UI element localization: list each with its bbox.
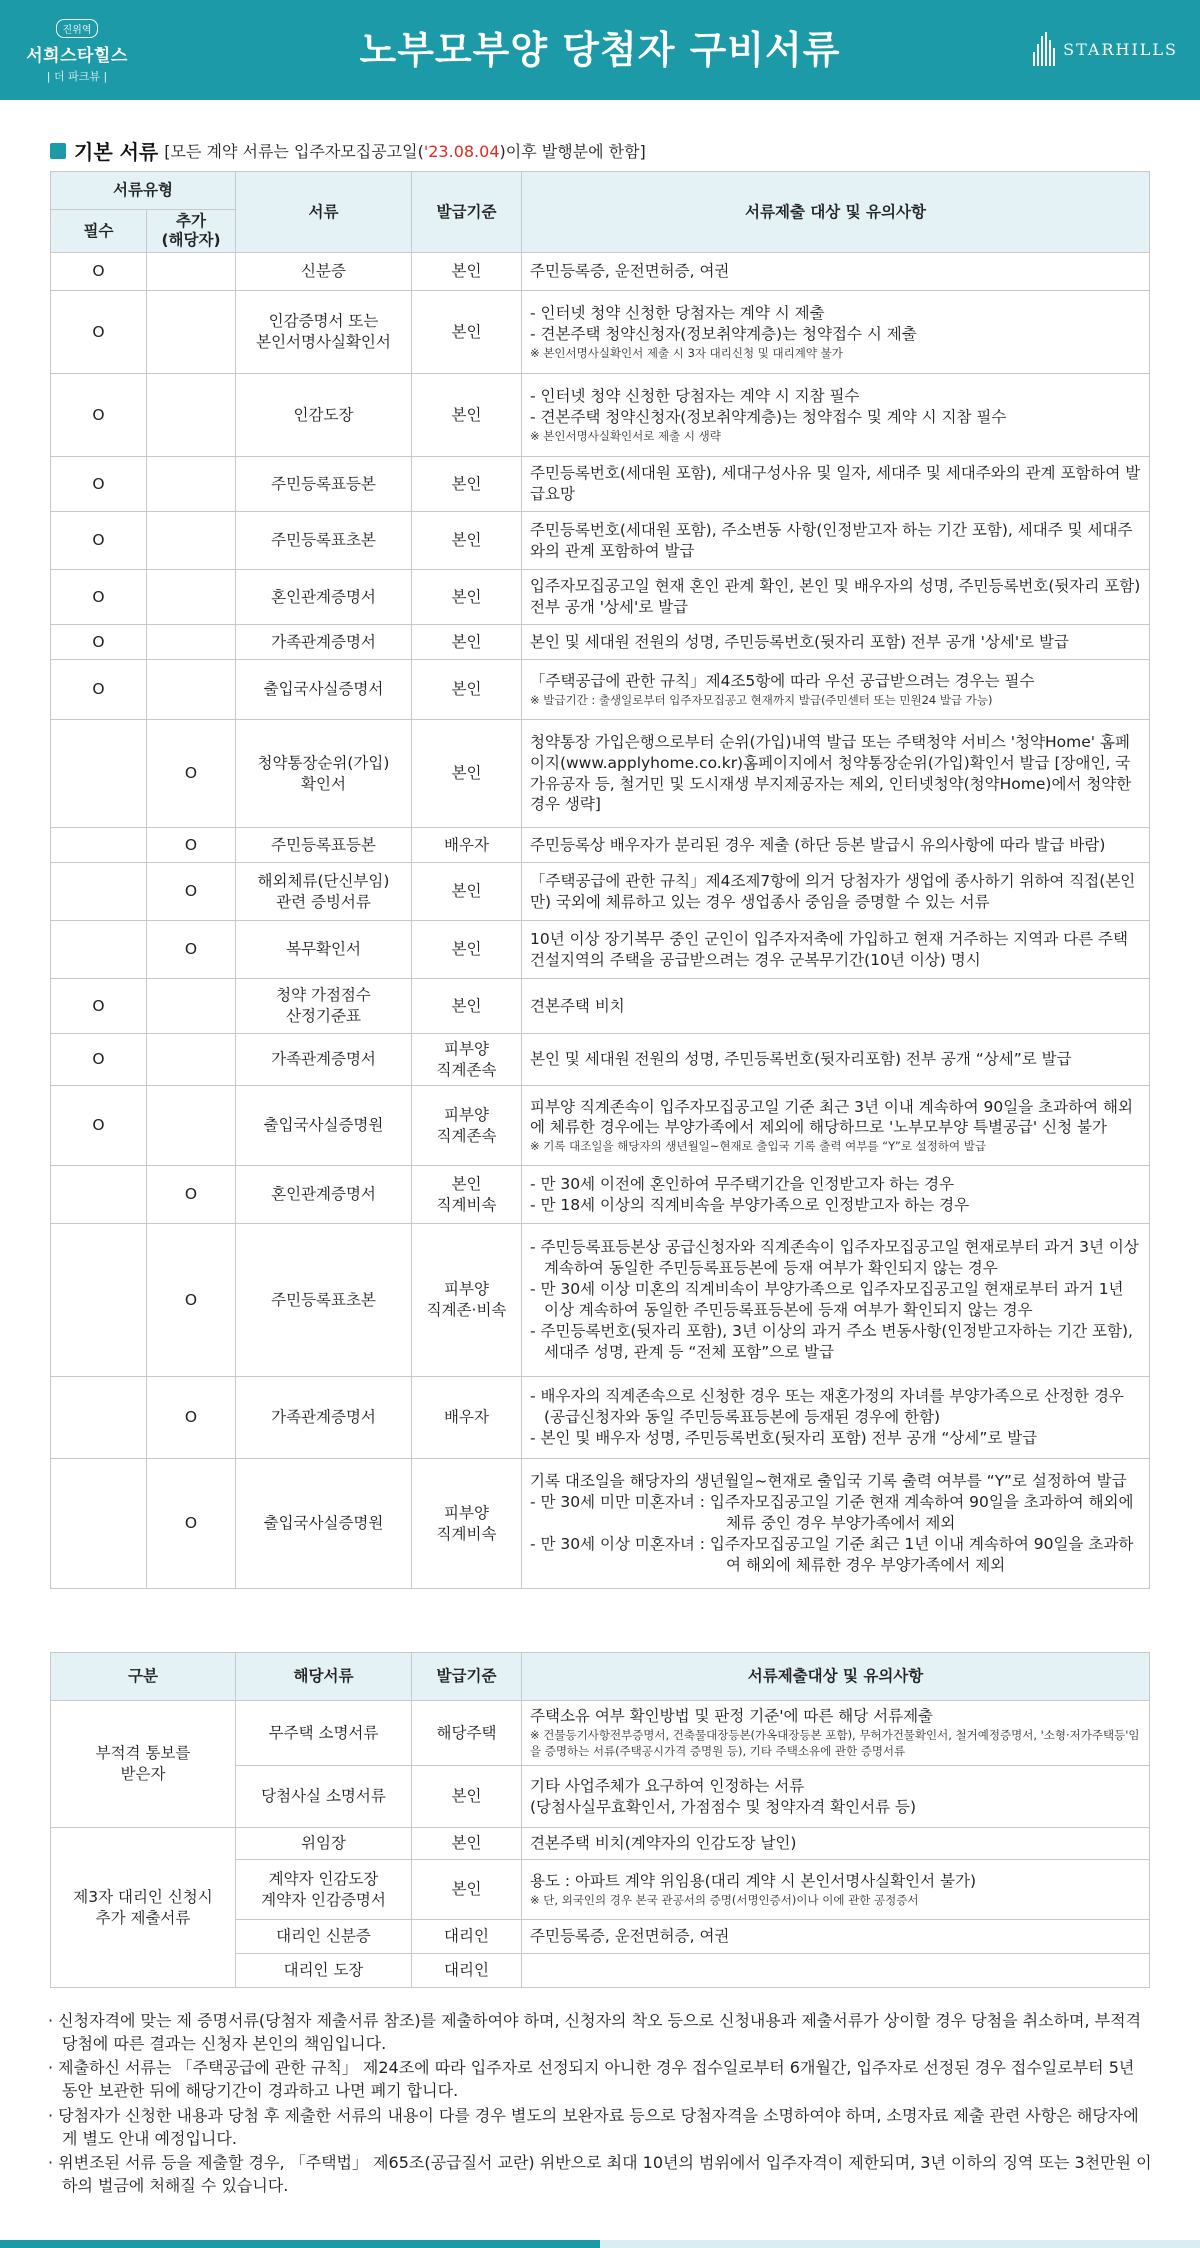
col-doc-type: 서류유형 [51, 172, 236, 210]
issuer: 본인 [412, 457, 522, 512]
document-name: 주민등록표초본 [236, 512, 412, 570]
table-row [51, 720, 1150, 828]
issuer: 본인 [412, 1828, 522, 1860]
note-line: 「주택공급에 관한 규칙」제4조5항에 따라 우선 공급받으려는 경우는 필수 [530, 671, 1035, 690]
note-line: - 만 30세 이상 미혼의 직계비속이 부양가족으로 입주자모집공고일 현재로부터 과거 1년 이상 계속하여 동일한 주민등록표등본에 등재 여부가 확인되지 않는 경우 [530, 1280, 1124, 1319]
issuer: 본인 [412, 625, 522, 660]
note-line: (당첨사실무효확인서, 가점점수 및 청약자격 확인서류 등) [530, 1797, 917, 1816]
required-mark [51, 1166, 147, 1224]
note-line: - 만 30세 이상 미혼자녀 : 입주자모집공고일 기준 최근 1년 이내 계속하여 90일을 초과하여 해외에 체류한 경우 부양가족에서 제외 [530, 1534, 1134, 1574]
document-name: 주민등록표초본 [236, 1224, 412, 1377]
note-line: 본인 및 세대원 전원의 성명, 주민등록번호(뒷자리 포함) 전부 공개 '상세'로 발급 [530, 632, 1069, 651]
required-mark: O [51, 512, 147, 570]
required-mark [51, 1459, 147, 1589]
note-small: ※ 본인서명사실확인서 제출 시 3자 대리신청 및 대리계약 불가 [530, 345, 843, 360]
note-line: - 본인 및 배우자 성명, 주민등록번호(뒷자리 포함) 전부 공개 “상세”로 발급 [530, 1428, 1038, 1447]
table-row [51, 1034, 1150, 1086]
extra-mark: O [147, 1459, 236, 1589]
issuer: 본인 [412, 570, 522, 625]
col-issuer2: 발급기준 [412, 1653, 522, 1701]
notes-cell [522, 921, 1150, 979]
required-mark: O [51, 457, 147, 512]
category-cell: 제3자 대리인 신청시 추가 제출서류 [51, 1828, 236, 1988]
table-row [51, 921, 1150, 979]
notes-cell [522, 1166, 1150, 1224]
extra-mark: O [147, 720, 236, 828]
note-line: 주민등록증, 운전면허증, 여권 [530, 262, 730, 281]
note-line: 주민등록증, 운전면허증, 여권 [530, 1927, 730, 1946]
table-row [51, 660, 1150, 720]
extra-mark [147, 457, 236, 512]
document-name: 인감증명서 또는 본인서명사실확인서 [236, 291, 412, 374]
issuer: 대리인 [412, 1920, 522, 1954]
col-required: 필수 [51, 210, 147, 253]
notes-cell [522, 1920, 1150, 1954]
document-name: 혼인관계증명서 [236, 570, 412, 625]
issuer: 본인 [412, 863, 522, 921]
table-row [51, 1086, 1150, 1166]
note-line: - 배우자의 직계존속으로 신청한 경우 또는 재혼가정의 자녀를 부양가족으로 산정한 경우(공급신청자와 동일 주민등록표등본에 등재된 경우에 한함) [530, 1387, 1124, 1427]
note-line: 입주자모집공고일 현재 혼인 관계 확인, 본인 및 배우자의 성명, 주민등록번호(뒷자리 포함) 전부 공개 '상세'로 발급 [530, 577, 1141, 616]
issuer: 배우자 [412, 828, 522, 863]
table-row [51, 253, 1150, 291]
basic-documents-table [50, 171, 1150, 1589]
document-name: 출입국사실증명원 [236, 1086, 412, 1166]
issuer: 본인 직계비속 [412, 1166, 522, 1224]
starhills-logo [1033, 32, 1178, 66]
col-extra: 추가 (해당자) [147, 210, 236, 253]
table-row [51, 457, 1150, 512]
note-line: 본인 및 세대원 전원의 성명, 주민등록번호(뒷자리포함) 전부 공개 “상세”로 발급 [530, 1050, 1072, 1069]
required-mark [51, 828, 147, 863]
notes-cell [522, 457, 1150, 512]
extra-mark: O [147, 1377, 236, 1459]
table-row [51, 625, 1150, 660]
document-name: 복무확인서 [236, 921, 412, 979]
extra-mark [147, 374, 236, 457]
document-name: 주민등록표등본 [236, 828, 412, 863]
document-name: 계약자 인감도장 계약자 인감증명서 [236, 1860, 412, 1920]
extra-mark: O [147, 828, 236, 863]
notes-cell [522, 828, 1150, 863]
table-row [51, 828, 1150, 863]
required-mark: O [51, 1086, 147, 1166]
notes-cell [522, 1224, 1150, 1377]
required-mark: O [51, 291, 147, 374]
additional-documents-table [50, 1652, 1150, 1988]
issuer: 피부양 직계존속 [412, 1034, 522, 1086]
extra-mark [147, 570, 236, 625]
note-line: 용도 : 아파트 계약 위임용(대리 계약 시 본인서명사실확인서 불가) [530, 1871, 977, 1890]
document-name: 출입국사실증명원 [236, 1459, 412, 1589]
col-related-doc: 해당서류 [236, 1653, 412, 1701]
extra-mark [147, 512, 236, 570]
page-title: 노부모부양 당첨자 구비서류 [359, 28, 841, 72]
note-line: 주민등록상 배우자가 분리된 경우 제출 (하단 등본 발급시 유의사항에 따라 발급 바람) [530, 835, 1106, 854]
note-line: - 인터넷 청약 신청한 당첨자는 계약 시 제출 [530, 304, 825, 323]
table-row [51, 979, 1150, 1034]
required-mark: O [51, 374, 147, 457]
table-row [51, 1701, 1150, 1766]
table-row [51, 1459, 1150, 1589]
extra-mark [147, 253, 236, 291]
notes-cell [522, 1954, 1150, 1988]
notes-cell [522, 512, 1150, 570]
issuer: 본인 [412, 979, 522, 1034]
col-category: 구분 [51, 1653, 236, 1701]
note-line: 기타 사업주체가 요구하여 인정하는 서류 [530, 1776, 805, 1795]
document-name: 당첨사실 소명서류 [236, 1766, 412, 1828]
note-line: - 인터넷 청약 신청한 당첨자는 계약 시 지참 필수 [530, 387, 860, 406]
document-name: 신분증 [236, 253, 412, 291]
document-name: 대리인 도장 [236, 1954, 412, 1988]
starhills-mark-icon [1033, 32, 1055, 66]
required-mark: O [51, 625, 147, 660]
extra-mark: O [147, 1166, 236, 1224]
note-line: 피부양 직계존속이 입주자모집공고일 기준 최근 3년 이내 계속하여 90일을 초과하여 해외에 체류한 경우에는 부양가족에서 제외에 해당하므로 '노부모부양 특별공급' 신청 불가 [530, 1097, 1133, 1137]
notes-cell [522, 253, 1150, 291]
col-notes: 서류제출 대상 및 유의사항 [522, 172, 1150, 253]
document-name: 출입국사실증명서 [236, 660, 412, 720]
notes-cell [522, 1766, 1150, 1828]
page-header [0, 0, 1200, 100]
notes-cell [522, 660, 1150, 720]
starhills-text: STARHILLS [1063, 39, 1178, 59]
table-row [51, 1828, 1150, 1860]
document-name: 인감도장 [236, 374, 412, 457]
extra-mark [147, 1034, 236, 1086]
notes-cell [522, 1701, 1150, 1766]
note-line: 기록 대조일을 해당자의 생년월일~현재로 출입국 기록 출력 여부를 “Y”로 설정하여 발급 [530, 1472, 1127, 1491]
issuer: 본인 [412, 374, 522, 457]
brand-tag: 진위역 [56, 19, 99, 38]
table-row [51, 863, 1150, 921]
section-title-text: 기본 서류 [74, 140, 159, 164]
col-document: 서류 [236, 172, 412, 253]
document-name: 청약통장순위(가입) 확인서 [236, 720, 412, 828]
note-line: 주민등록번호(세대원 포함), 주소변동 사항(인정받고자 하는 기간 포함), 세대주 및 세대주와의 관계 포함하여 발급 [530, 520, 1133, 560]
note-line: 견본주택 비치(계약자의 인감도장 날인) [530, 1834, 797, 1853]
document-name: 주민등록표등본 [236, 457, 412, 512]
document-name: 혼인관계증명서 [236, 1166, 412, 1224]
issuer: 본인 [412, 660, 522, 720]
announcement-date: '23.08.04 [423, 142, 500, 161]
extra-mark: O [147, 921, 236, 979]
notes-cell [522, 1034, 1150, 1086]
table-row [51, 374, 1150, 457]
footnote: · 위변조된 서류 등을 제출할 경우, 「주택법」 제65조(공급질서 교란) 위반으로 최대 10년의 범위에서 입주자격이 제한되며, 3년 이하의 징역 또는 3천만원 이하의 벌금에 처해질 수 있습니다. [48, 2153, 1152, 2196]
notes-cell [522, 1086, 1150, 1166]
document-name: 가족관계증명서 [236, 1034, 412, 1086]
required-mark: O [51, 660, 147, 720]
issuer: 피부양 직계존속 [412, 1086, 522, 1166]
note-small: ※ 단, 외국인의 경우 본국 관공서의 증명(서명인증서)이나 이에 관한 공정증서 [530, 1892, 919, 1907]
issuer: 본인 [412, 1766, 522, 1828]
note-line: 「주택공급에 관한 규칙」제4조제7항에 의거 당첨자가 생업에 종사하기 위하여 직접(본인만) 국외에 체류하고 있는 경우 생업종사 중임을 증명할 수 있는 서류 [530, 871, 1136, 911]
note-small: ※ 기록 대조일을 해당자의 생년월일~현재로 출입국 기록 출력 여부를 “Y”로 설정하여 발급 [530, 1139, 986, 1154]
document-name: 무주택 소명서류 [236, 1701, 412, 1766]
notes-cell [522, 979, 1150, 1034]
brand-sub: | 더 파크뷰 | [46, 70, 108, 83]
section-note: [모든 계약 서류는 입주자모집공고일('23.08.04)이후 발행분에 한함] [164, 142, 646, 161]
note-line: - 견본주택 청약신청자(정보취약계층)는 청약접수 및 계약 시 지참 필수 [530, 407, 1007, 426]
issuer: 본인 [412, 291, 522, 374]
note-line: 10년 이상 장기복무 중인 군인이 입주자저축에 가입하고 현재 거주하는 지역과 다른 주택건설지역의 주택을 공급받으려는 경우 군복무기간(10년 이상) 명시 [530, 929, 1128, 969]
issuer: 본인 [412, 720, 522, 828]
notes-cell [522, 570, 1150, 625]
notes-cell [522, 720, 1150, 828]
note-line: - 만 30세 이전에 혼인하여 무주택기간을 인정받고자 하는 경우 [530, 1174, 955, 1193]
table-row [51, 1224, 1150, 1377]
note-line: 주민등록번호(세대원 포함), 세대구성사유 및 일자, 세대주 및 세대주와의 관계 포함하여 발급요망 [530, 464, 1141, 503]
section-square-icon [50, 143, 66, 159]
required-mark: O [51, 979, 147, 1034]
issuer: 본인 [412, 921, 522, 979]
note-line: - 주민등록표등본상 공급신청자와 직계존속이 입주자모집공고일 현재로부터 과거 3년 이상 계속하여 동일한 주민등록표등본에 등재 여부가 확인되지 않는 경우 [530, 1238, 1139, 1278]
notes-cell [522, 863, 1150, 921]
note-line: - 만 18세 이상의 직계비속을 부양가족으로 인정받고자 하는 경우 [530, 1195, 970, 1214]
table-row [51, 1377, 1150, 1459]
brand-name: 서희스타힐스 [26, 46, 128, 66]
required-mark [51, 720, 147, 828]
required-mark [51, 921, 147, 979]
notes-cell [522, 1828, 1150, 1860]
extra-mark: O [147, 1224, 236, 1377]
required-mark [51, 1224, 147, 1377]
notes-cell [522, 1860, 1150, 1920]
required-mark: O [51, 1034, 147, 1086]
notes-cell [522, 291, 1150, 374]
issuer: 피부양 직계비속 [412, 1459, 522, 1589]
issuer: 해당주택 [412, 1701, 522, 1766]
col-issuer: 발급기준 [412, 172, 522, 253]
note-line: - 주민등록번호(뒷자리 포함), 3년 이상의 과거 주소 변동사항(인정받고자하는 기간 포함), 세대주 성명, 관계 등 “전체 포함”으로 발급 [530, 1321, 1133, 1361]
table-row [51, 1166, 1150, 1224]
required-mark [51, 863, 147, 921]
table-row [51, 512, 1150, 570]
category-cell: 부적격 통보를 받은자 [51, 1701, 236, 1828]
issuer: 본인 [412, 253, 522, 291]
extra-mark [147, 1086, 236, 1166]
footnote: · 신청자격에 맞는 제 증명서류(당첨자 제출서류 참조)를 제출하여야 하며, 신청자의 착오 등으로 신청내용과 제출서류가 상이할 경우 당첨을 취소하며, 부적격 당첨에 따른 결과는 신청자 본인의 책임입니다. [48, 2011, 1142, 2053]
extra-mark [147, 291, 236, 374]
note-small: ※ 건물등기사항전부증명서, 건축물대장등본(가옥대장등본 포함), 무허가건물확인서, 철거예정증명서, '소형·저가주택등'임을 증명하는 서류(주택공시가격 증명원 등), 기타 주택소유에 관한 증명서류 [530, 1728, 1140, 1759]
document-name: 위임장 [236, 1828, 412, 1860]
notes-cell [522, 1459, 1150, 1589]
footnotes [48, 2010, 1153, 2200]
footnote: · 제출하신 서류는 「주택공급에 관한 규칙」 제24조에 따라 입주자로 선정되지 아니한 경우 접수일로부터 6개월간, 입주자로 선정된 경우 접수일로부터 5년 동안 보관한 뒤에 해당기간이 경과하고 나면 폐기 합니다. [48, 2058, 1135, 2101]
document-name: 가족관계증명서 [236, 625, 412, 660]
note-line: - 만 30세 미만 미혼자녀 : 입주자모집공고일 기준 현재 계속하여 90일을 초과하여 해외에 체류 중인 경우 부양가족에서 제외 [530, 1493, 1134, 1533]
footnote: · 당첨자가 신청한 내용과 당첨 후 제출한 서류의 내용이 다를 경우 별도의 보완자료 등으로 당첨자격을 소명하여야 하며, 소명자료 제출 관련 사항은 해당자에게 별도 안내 예정입니다. [48, 2105, 1139, 2148]
required-mark: O [51, 570, 147, 625]
table-row [51, 291, 1150, 374]
issuer: 본인 [412, 512, 522, 570]
issuer: 피부양 직계존·비속 [412, 1224, 522, 1377]
issuer: 본인 [412, 1860, 522, 1920]
issuer: 배우자 [412, 1377, 522, 1459]
document-name: 청약 가점점수 산정기준표 [236, 979, 412, 1034]
document-name: 가족관계증명서 [236, 1377, 412, 1459]
col-notes2: 서류제출대상 및 유의사항 [522, 1653, 1150, 1701]
document-name: 해외체류(단신부임) 관련 증빙서류 [236, 863, 412, 921]
footer-bar [0, 2240, 1200, 2248]
table-row [51, 570, 1150, 625]
required-mark: O [51, 253, 147, 291]
note-line: 청약통장 가입은행으로부터 순위(가입)내역 발급 또는 주택청약 서비스 '청약Home' 홈페이지(www.applyhome.co.kr)홈페이지에서 청약통장순위(가입)확인서 발급 [장애인, 국가유공자 등, 철거민 및 도시재생 부지제공자는 제외, 인터넷청약(청약Home)에서 청약한 경우 생략] [530, 732, 1132, 814]
required-mark [51, 1377, 147, 1459]
document-name: 대리인 신분증 [236, 1920, 412, 1954]
note-line: 견본주택 비치 [530, 996, 625, 1015]
extra-mark: O [147, 863, 236, 921]
notes-cell [522, 625, 1150, 660]
extra-mark [147, 660, 236, 720]
extra-mark [147, 979, 236, 1034]
section-title [50, 136, 646, 165]
extra-mark [147, 625, 236, 660]
issuer: 대리인 [412, 1954, 522, 1988]
notes-cell [522, 1377, 1150, 1459]
note-line: 주택소유 여부 확인방법 및 판정 기준'에 따른 해당 서류제출 [530, 1707, 934, 1726]
note-small: ※ 발급기간 : 출생일로부터 입주자모집공고 현재까지 발급(주민센터 또는 민원24 발급 가능) [530, 692, 993, 707]
note-line: - 견본주택 청약신청자(정보취약계층)는 청약접수 시 제출 [530, 324, 917, 343]
note-small: ※ 본인서명사실확인서로 제출 시 생략 [530, 428, 721, 443]
notes-cell [522, 374, 1150, 457]
